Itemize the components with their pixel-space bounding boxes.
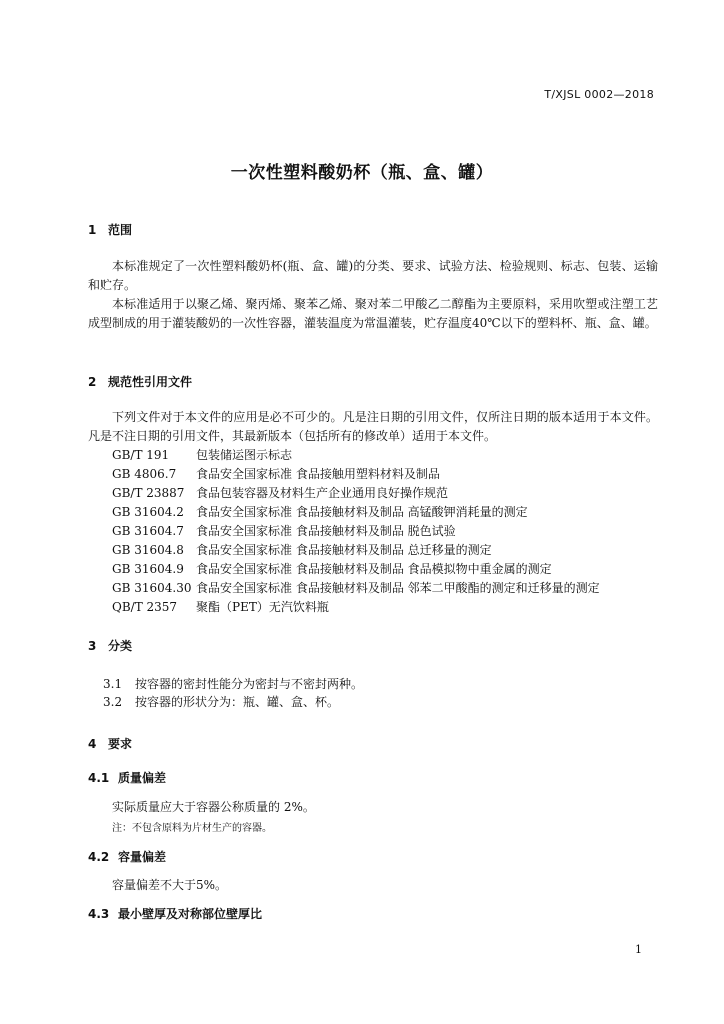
reference-item: [112, 484, 448, 501]
section-1-heading: [88, 221, 132, 238]
reference-code: GB 31604.2: [112, 505, 184, 519]
reference-item: [112, 560, 552, 577]
reference-code: GB 4806.7: [112, 467, 177, 481]
reference-name: 包装储运图示标志: [196, 448, 293, 462]
reference-item: [112, 598, 329, 615]
reference-name: 食品安全国家标准 食品接触材料及制品 食品模拟物中重金属的测定: [196, 562, 552, 576]
section-4-1-heading: [88, 769, 166, 786]
reference-name: 聚酯（PET）无汽饮料瓶: [196, 600, 329, 614]
item-number: 3.1: [103, 677, 123, 691]
reference-name: 食品安全国家标准 食品接触材料及制品 邻苯二甲酸酯的测定和迁移量的测定: [196, 581, 600, 595]
section-3-heading: [88, 637, 132, 654]
section-number: 2: [88, 375, 97, 389]
section-number: 3: [88, 639, 97, 653]
section-4-heading: [88, 735, 132, 752]
reference-name: 食品包装容器及材料生产企业通用良好操作规范: [196, 486, 449, 500]
reference-code: GB/T 23887: [112, 486, 185, 500]
section-number: 4: [88, 737, 97, 751]
section-4-1-note: 注：不包含原料为片材生产的容器。: [112, 823, 272, 834]
item-text: 按容器的形状分为：瓶、罐、盒、杯。: [135, 695, 340, 709]
reference-code: GB 31604.30: [112, 581, 192, 595]
reference-name: 食品安全国家标准 食品接触材料及制品 总迁移量的测定: [196, 543, 492, 557]
section-1-paragraph-1: 本标准规定了一次性塑料酸奶杯(瓶、盒、罐)的分类、要求、试验方法、检验规则、标志、包装、运输和贮存。: [88, 259, 658, 292]
subsection-title: 质量偏差: [118, 771, 167, 785]
reference-item: [112, 465, 440, 482]
section-4-1-text: 实际质量应大于容器公称质量的 2%。: [112, 800, 315, 814]
reference-name: 食品安全国家标准 食品接触材料及制品 脱色试验: [196, 524, 456, 538]
section-2-intro: 下列文件对于本文件的应用是必不可少的。凡是注日期的引用文件，仅所注日期的版本适用于本文件。凡是不注日期的引用文件，其最新版本（包括所有的修改单）适用于本文件。: [88, 410, 658, 443]
section-title: 范围: [108, 223, 133, 237]
reference-code: GB 31604.8: [112, 543, 184, 557]
reference-item: [112, 541, 492, 558]
reference-name: 食品安全国家标准 食品接触用塑料材料及制品: [196, 467, 440, 481]
section-1-paragraph-2: 本标准适用于以聚乙烯、聚丙烯、聚苯乙烯、聚对苯二甲酸乙二醇酯为主要原料，采用吹塑或注塑工艺成型制成的用于灌装酸奶的一次性容器，灌装温度为常温灌装，贮存温度40℃以下的塑料杯、瓶、盒、罐。: [88, 297, 658, 330]
section-4-3-heading: [88, 905, 262, 922]
classification-item: [103, 693, 339, 710]
reference-code: QB/T 2357: [112, 600, 178, 614]
standard-number: T/XJSL 0002—2018: [544, 88, 654, 101]
reference-code: GB 31604.9: [112, 562, 184, 576]
reference-item: [112, 503, 528, 520]
section-2-heading: [88, 373, 192, 390]
subsection-title: 最小壁厚及对称部位壁厚比: [118, 907, 263, 921]
classification-item: [103, 675, 363, 692]
section-title: 分类: [108, 639, 133, 653]
document-title: 一次性塑料酸奶杯（瓶、盒、罐）: [230, 163, 494, 183]
reference-item: [112, 579, 600, 596]
section-number: 1: [88, 223, 97, 237]
section-title: 规范性引用文件: [108, 375, 193, 389]
subsection-title: 容量偏差: [118, 850, 167, 864]
subsection-number: 4.1: [88, 771, 110, 785]
reference-code: GB 31604.7: [112, 524, 184, 538]
reference-code: GB/T 191: [112, 448, 170, 462]
reference-item: [112, 446, 292, 463]
subsection-number: 4.2: [88, 850, 110, 864]
reference-item: [112, 522, 456, 539]
reference-name: 食品安全国家标准 食品接触材料及制品 高锰酸钾消耗量的测定: [196, 505, 528, 519]
page-number: 1: [635, 943, 642, 956]
section-title: 要求: [108, 737, 133, 751]
item-number: 3.2: [103, 695, 123, 709]
section-4-2-text: 容量偏差不大于5%。: [112, 878, 228, 892]
item-text: 按容器的密封性能分为密封与不密封两种。: [135, 677, 364, 691]
section-4-2-heading: [88, 848, 166, 865]
subsection-number: 4.3: [88, 907, 110, 921]
